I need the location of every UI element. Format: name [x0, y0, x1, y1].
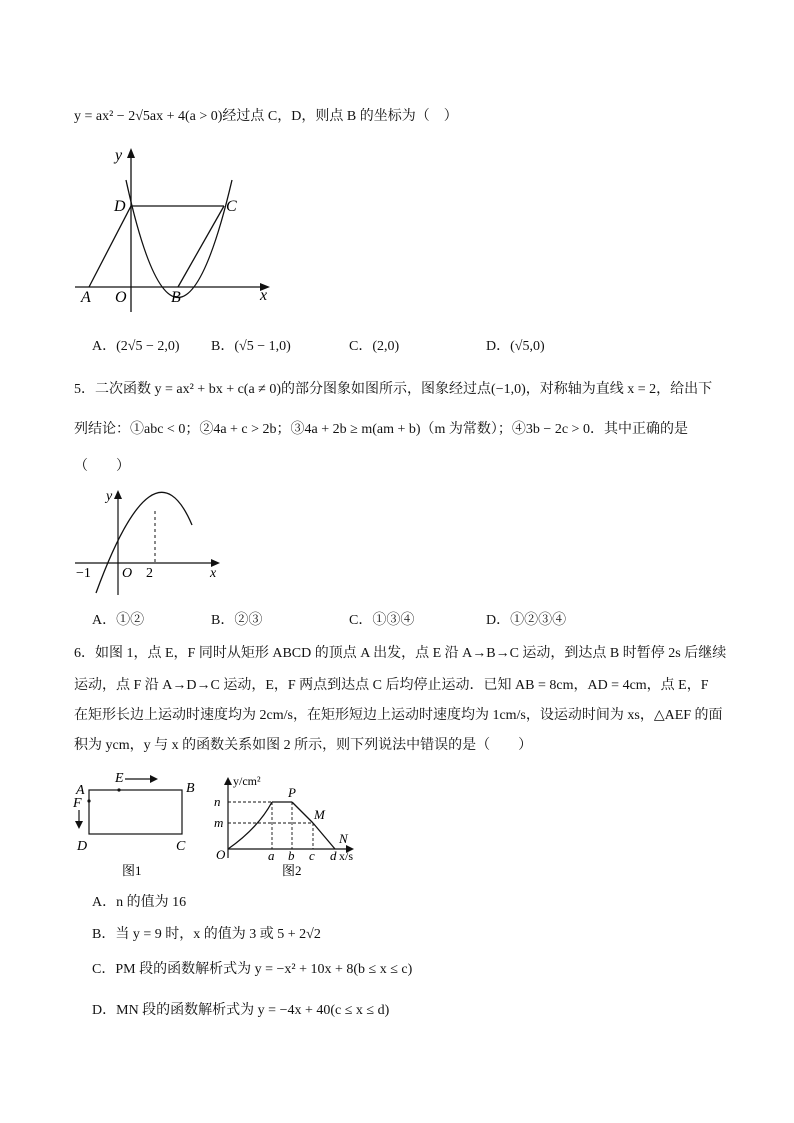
q5-two-label: 2	[146, 566, 153, 581]
q4-x-label: x	[260, 287, 268, 304]
fig1-e-label: E	[115, 771, 124, 786]
q6-figure-2	[208, 768, 368, 880]
q4-option-c[interactable]: C．(2,0)	[349, 339, 400, 354]
q5-line-3: （ ）	[74, 459, 130, 474]
q5-o-label: O	[122, 566, 133, 581]
q6-line-4: 积为 ycm，y 与 x 的函数关系如图 2 所示，则下列说法中错误的是（ ）	[74, 738, 533, 753]
q4-option-d[interactable]: D．(√5,0)	[486, 339, 545, 354]
fig2-c-label: c	[309, 848, 315, 863]
q6-option-b[interactable]: B．当 y = 9 时，x 的值为 3 或 5 + 2√2	[92, 927, 321, 942]
q5-option-d[interactable]: D．①②③④	[486, 613, 567, 628]
q6-option-d[interactable]: D．MN 段的函数解析式为 y = −4x + 40(c ≤ x ≤ d)	[92, 1003, 390, 1018]
fig2-m-point-label: M	[314, 807, 325, 822]
q6-line-2: 运动，点 F 沿 A→D→C 运动，E，F 两点到达点 C 后均停止运动．已知 AB = 8cm，AD = 4cm，点 E，F	[74, 678, 709, 693]
q6-line-1: 6．如图 1，点 E，F 同时从矩形 ABCD 的顶点 A 出发，点 E 沿 A→B→C 运动，到达点 B 时暂停 2s 后继续	[74, 646, 727, 661]
fig1-b-label: B	[186, 781, 195, 796]
fig1-caption: 图1	[122, 863, 142, 878]
q5-option-c[interactable]: C．①③④	[349, 613, 415, 628]
q6-option-a[interactable]: A．n 的值为 16	[92, 895, 187, 910]
q4-y-label: y	[115, 147, 123, 164]
q5-y-label: y	[106, 489, 113, 504]
fig2-d-label: d	[330, 848, 337, 863]
fig1-c-label: C	[176, 839, 186, 854]
fig2-n-label: n	[214, 794, 221, 809]
q4-option-a[interactable]: A．(2√5 − 2,0)	[92, 339, 180, 354]
fig2-y-label: y/cm²	[233, 774, 261, 788]
fig2-caption: 图2	[282, 863, 302, 878]
q5-graph	[70, 485, 230, 597]
fig2-b-label: b	[288, 848, 295, 863]
fig2-n-point-label: N	[339, 831, 348, 846]
q5-option-b[interactable]: B．②③	[211, 613, 263, 628]
q5-x-label: x	[210, 566, 217, 581]
q6-line-3: 在矩形长边上运动时速度均为 2cm/s，在矩形短边上运动时速度均为 1cm/s，设运动时间为 xs，△AEF 的面	[74, 708, 723, 723]
fig2-a-label: a	[268, 848, 275, 863]
q4-o-label: O	[115, 289, 127, 306]
q5-line-2: 列结论：①abc < 0；②4a + c > 2b；③4a + 2b ≥ m(am + b)（m 为常数）；④3b − 2c > 0．其中正确的是	[74, 422, 688, 437]
q4-d-label: D	[114, 198, 126, 215]
q6-option-c[interactable]: C．PM 段的函数解析式为 y = −x² + 10x + 8(b ≤ x ≤ c)	[92, 962, 413, 977]
fig2-p-label: P	[288, 785, 296, 800]
q4-c-label: C	[226, 198, 237, 215]
q5-line-1: 5．二次函数 y = ax² + bx + c(a ≠ 0)的部分图象如图所示，图象经过点(−1,0)，对称轴为直线 x = 2，给出下	[74, 382, 713, 397]
fig1-a-label: A	[76, 783, 85, 798]
q6-figure-1	[70, 768, 200, 880]
fig1-f-label: F	[73, 796, 82, 811]
q4-b-label: B	[171, 289, 181, 306]
fig1-d-label: D	[77, 839, 88, 854]
q4-a-label: A	[81, 289, 91, 306]
fig2-m-label: m	[214, 815, 224, 830]
q4-stem: y = ax² − 2√5ax + 4(a > 0)经过点 C，D，则点 B 的坐标为（ ）	[74, 109, 458, 124]
q5-option-a[interactable]: A．①②	[92, 613, 145, 628]
q4-option-b[interactable]: B．(√5 − 1,0)	[211, 339, 291, 354]
q4-graph	[70, 140, 280, 315]
fig2-o-label: O	[216, 847, 226, 862]
q5-neg1-label: −1	[76, 566, 91, 581]
fig2-x-label: x/s	[339, 849, 354, 863]
